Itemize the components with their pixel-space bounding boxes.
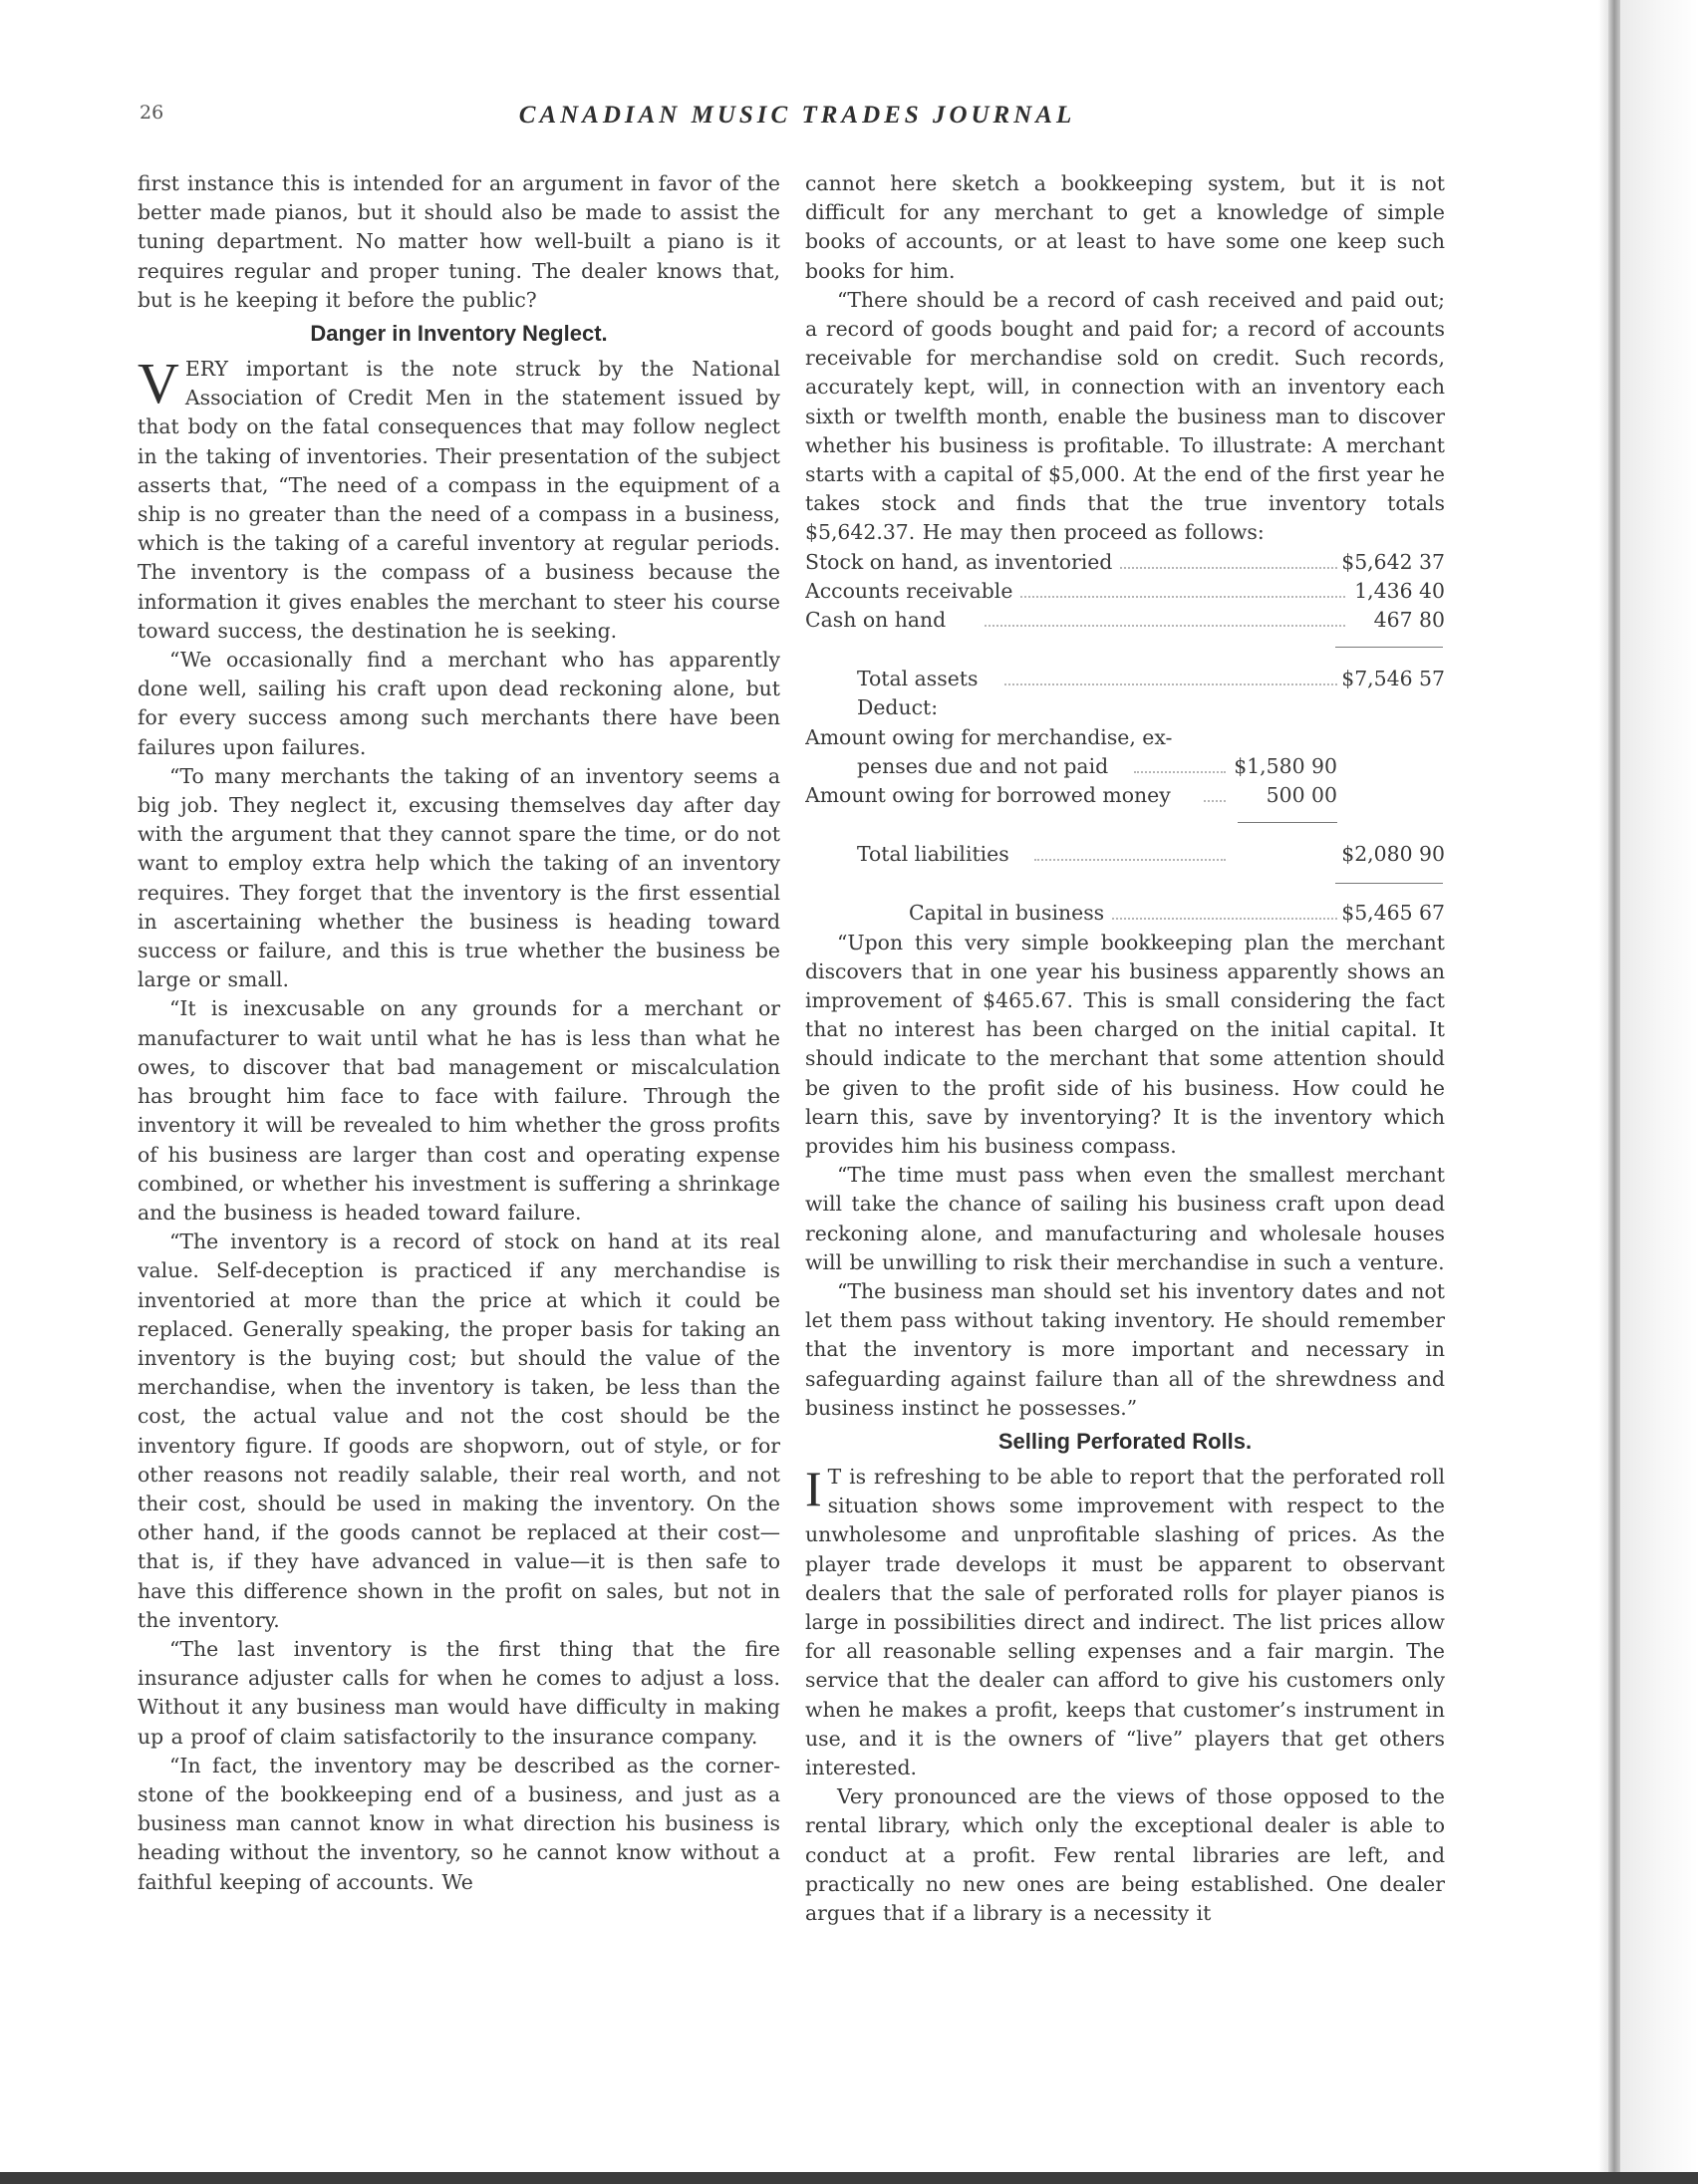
leader-dots: [1004, 683, 1345, 685]
statement-value: 500 00: [1263, 781, 1337, 810]
page-number: 26: [140, 102, 164, 124]
statement-label: penses due and not paid: [857, 752, 1114, 781]
lead-paragraph: [805, 1460, 1445, 1782]
leader-dots: [1084, 918, 1345, 920]
body-paragraph: “It is inexcusable on any grounds for a merchant or manufacturer to wait until what he has is less than what he owes, to discover that bad management or miscalculation has brought him face to face with failure. Through the inventory it will be revealed to him whether the gross profits of his business are larger than cost and operating expense combined, or whether his investment is suffering a shrinkage and the business is headed toward failure.: [138, 996, 780, 1225]
statement-value: $5,642 37: [1337, 548, 1445, 577]
journal-title: CANADIAN MUSIC TRADES JOURNAL: [518, 102, 1076, 129]
statement-value: 1,436 40: [1350, 577, 1445, 606]
drop-cap: I: [805, 1460, 822, 1516]
intro-paragraph: first instance this is intended for an argument in favor of the better made pianos, but it should also be made to assist the tuning department. No matter how well-built a piano is it requires regular and proper tuning. The dealer knows that, but is he keeping it before the public?: [138, 171, 780, 312]
body-paragraph: “There should be a record of cash received and paid out; a record of goods bought and paid for; a record of accounts receivable for merchandise sold on credit. Such records, accurately kept, will, in connection with an inventory each sixth or twelfth month, enable the business man to discover whether his business is profitable. To illustrate: A merchant starts with a capital of $5,000. At the end of the first year he takes stock and finds that the true inventory totals $5,642.37. He may then proceed as follows:: [805, 287, 1445, 545]
body-paragraph: “The time must pass when even the smallest merchant will take the chance of sailing his business craft upon dead reckoning alone, and manufacturing and wholesale houses will be unwilling to risk their merchandise in such a venture.: [805, 1163, 1445, 1274]
statement-row-stock: [805, 548, 1445, 577]
lead-paragraph: [138, 351, 780, 646]
drop-cap: V: [138, 351, 179, 416]
statement-label: Amount owing for borrowed money: [805, 781, 1177, 810]
statement-row-owing-1: [805, 723, 1445, 752]
body-paragraph: “We occasionally find a merchant who has apparently done well, sailing his craft upon dead reckoning alone, but for every success among such merchants there have been failures upon failures.: [138, 648, 780, 759]
statement-value: $1,580 90: [1230, 752, 1337, 781]
body-paragraph: “The last inventory is the first thing that the fire insurance adjuster calls for when he comes to adjust a loss. Without it any business man would have difficulty in making up a proof of claim satisfactorily to the insurance company.: [138, 1636, 780, 1749]
body-paragraph: “The inventory is a record of stock on hand at its real value. Self-deception is practiced if any merchandise is inventoried at more than the price at which it could be replaced. Generally speaking, the proper basis for taking an inventory is the buying cost; but should the value of the merchandise, when the inventory is taken, be less than the cost, the actual value and not the cost should be the inventory figure. If goods are shopworn, out of style, or for other reasons not readily salable, their real worth, and not their cost, should be used in making the inventory. On the other hand, if the goods cannot be replaced at their cost—that is, if they have advanced in value—it is then safe to have this difference shown in the profit on sales, but not in the inventory.: [138, 1229, 780, 1632]
scan-bottom-border: [0, 2172, 1698, 2184]
statement-label: Cash on hand: [805, 606, 952, 635]
body-paragraph: “In fact, the inventory may be described as the corner-stone of the bookkeeping end of a business, and just as a business man cannot know in what direction his business is heading without the inventory, so he cannot know without a faithful keeping of accounts. We: [138, 1753, 780, 1894]
statement-spacer: [805, 810, 1445, 840]
body-paragraph: “The business man should set his inventory dates and not let them pass without taking inventory. He should remember that the inventory is more important and necessary in safeguarding against failure than all of the shrewdness and business instinct he possesses.”: [805, 1278, 1445, 1420]
statement-row-capital: [805, 899, 1445, 928]
statement-value: 467 80: [1370, 606, 1445, 635]
left-column: [138, 169, 780, 2112]
statement-row-receivable: [805, 577, 1445, 606]
right-column: [805, 169, 1445, 2112]
statement-label: Total assets: [857, 665, 984, 693]
sum-rule: [1238, 822, 1337, 823]
statement-row-total-assets: [805, 665, 1445, 693]
statement-row-deduct: [805, 693, 1445, 722]
statement-spacer: [805, 635, 1445, 665]
statement-value: $2,080 90: [1337, 840, 1445, 869]
leader-dots: [1134, 771, 1226, 773]
body-paragraph: “Upon this very simple bookkeeping plan the merchant discovers that in one year his business apparently shows an improvement of $465.67. This is small considering the fact that no interest has been charged on the initial capital. It should indicate to the merchant that some attention should be given to the profit side of his business. How could he learn this, save by inventorying? It is the inventory which provides him his business compass.: [805, 930, 1445, 1158]
statement-row-total-liabilities: [805, 840, 1445, 869]
page-header: [140, 102, 1455, 137]
lead-text: T is refreshing to be able to report that the perforated roll situation shows some improvement with respect to the unwholesome and unprofitable slashing of prices. As the player trade develops it must be apparent to observant dealers that the sale of perforated rolls for player pianos is large in possibilities direct and indirect. The list prices allow for all reasonable selling expenses and a fair margin. The service that the dealer can afford to give his customers only when he makes a profit, keeps that customer’s instrument in use, and it is the owners of “live” players that get others interested.: [805, 1464, 1445, 1779]
body-paragraph: Very pronounced are the views of those opposed to the rental library, which only the exceptional dealer is able to conduct at a profit. Few rental libraries are left, and practically no new ones are being established. One dealer argues that if a library is a necessity it: [805, 1784, 1445, 1926]
statement-row-borrowed: [805, 781, 1445, 810]
leader-dots: [985, 625, 1345, 627]
statement-row-cash: [805, 606, 1445, 635]
statement-spacer: [805, 869, 1445, 899]
lead-text: ERY important is the note struck by the National Association of Credit Men in the statement issued by that body on the fatal consequences that may follow neglect in the taking of inventories. Their presentation of the subject asserts that, “The need of a compass in the equipment of a ship is no greater than the need of a compass in a business, which is the taking of a careful inventory at regular periods. The inventory is the compass of a business because the information it gives enables the merchant to steer his course toward success, the destination he is seeking.: [138, 357, 780, 643]
statement-label: Amount owing for merchandise, ex-: [805, 723, 1178, 752]
statement-label: Stock on hand, as inventoried: [805, 548, 1118, 577]
statement-value: $7,546 57: [1337, 665, 1445, 693]
leader-dots: [1204, 800, 1226, 802]
article-heading: Danger in Inventory Neglect.: [310, 321, 608, 347]
leader-dots: [1004, 596, 1345, 598]
body-paragraph: cannot here sketch a bookkeeping system, but it is not difficult for any merchant to get a knowledge of simple books of accounts, or at least to have some one keep such books for him.: [805, 171, 1445, 283]
leader-dots: [1034, 859, 1226, 861]
financial-statement: [805, 548, 1445, 929]
statement-row-owing-2: [805, 752, 1445, 781]
statement-label: Capital in business: [909, 899, 1110, 928]
article-heading: Selling Perforated Rolls.: [997, 1428, 1253, 1454]
statement-label: Deduct:: [857, 693, 944, 722]
statement-label: Total liabilities: [857, 840, 1015, 869]
scan-binding-shadow: [1608, 0, 1620, 2184]
statement-label: Accounts receivable: [805, 577, 1018, 606]
sum-rule: [1335, 883, 1443, 884]
sum-rule: [1335, 647, 1443, 648]
statement-value: $5,465 67: [1337, 899, 1445, 928]
body-paragraph: “To many merchants the taking of an inventory seems a big job. They neglect it, excusing themselves day after day with the argument that they cannot spare the time, or do not want to employ extra help which the taking of an inventory requires. They forget that the inventory is the first essential in ascertaining whether the business is heading toward success or failure, and this is true whether the business be large or small.: [138, 763, 780, 992]
